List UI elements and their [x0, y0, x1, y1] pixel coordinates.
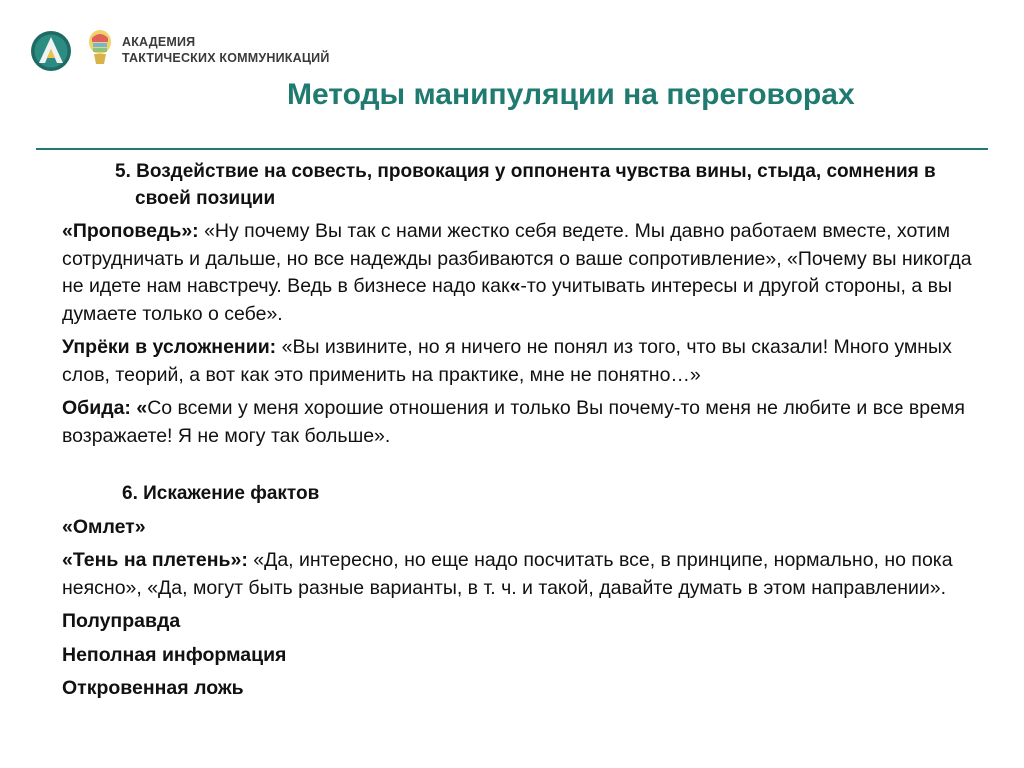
- incomplete-info-item: [62, 642, 972, 670]
- organization-name-line1: АКАДЕМИЯ: [122, 35, 196, 49]
- offense-paragraph: [62, 395, 972, 450]
- sermon-paragraph: [62, 218, 972, 328]
- wattle-label: «Тень на плетень»:: [62, 549, 248, 571]
- organization-name-line2: ТАКТИЧЕСКИХ КОММУНИКАЦИЙ: [122, 51, 330, 65]
- omelet-item: [62, 514, 972, 542]
- sermon-quote-mark: «: [509, 275, 521, 297]
- head-profile-logo-icon: [86, 28, 114, 66]
- half-truth-item: [62, 608, 972, 636]
- wattle-text: «Да, интересно, но еще надо посчитать все, в принципе, нормально, но пока неясно», «Да, могут быть разные варианты, в т. ч. и такой, давайте думать в этом направлении».: [62, 549, 953, 599]
- slide-header: [30, 28, 370, 76]
- offense-text: Со всеми у меня хорошие отношения и только Вы почему-то меня не любите и все время возражаете! Я не могу так больше».: [62, 397, 965, 447]
- offense-label: Обида: «: [62, 397, 148, 419]
- omelet-label: «Омлет»: [62, 515, 146, 538]
- organization-name: [122, 34, 330, 66]
- incomplete-info-label: Неполная информация: [62, 643, 287, 666]
- slide-body: [62, 158, 972, 709]
- outright-lie-item: [62, 675, 972, 703]
- wattle-paragraph: [62, 547, 972, 602]
- sermon-text-end: -то учитывать интересы и другой стороны, а вы думаете только о себе».: [62, 275, 952, 325]
- reproach-paragraph: [62, 334, 972, 389]
- reproach-label: Упрёки в усложнении:: [62, 336, 277, 358]
- section-6-heading: 6. Искажение фактов: [122, 483, 320, 504]
- sermon-text: «Ну почему Вы так с нами жестко себя ведете. Мы давно работаем вместе, хотим сотрудничать и дальше, но все надежды разбиваются о ваше сопротивление», «Почему вы никогда не идете нам навстречу. Ведь в бизнесе надо как: [62, 220, 972, 297]
- half-truth-label: Полуправда: [62, 610, 181, 632]
- slide-title: Методы манипуляции на переговорах: [287, 78, 855, 111]
- reproach-text: «Вы извините, но я ничего не понял из того, что вы сказали! Много умных слов, теорий, а вот как это применить на практике, мне не понятно…»: [62, 336, 952, 386]
- section-5-heading: 5. Воздействие на совесть, провокация у оппонента чувства вины, стыда, сомнения в своей позиции: [115, 161, 936, 209]
- title-divider: [36, 148, 988, 150]
- outright-lie-label: Откровенная ложь: [62, 677, 244, 699]
- academy-triangle-logo-icon: [30, 30, 72, 72]
- sermon-label: «Проповедь»:: [62, 220, 199, 242]
